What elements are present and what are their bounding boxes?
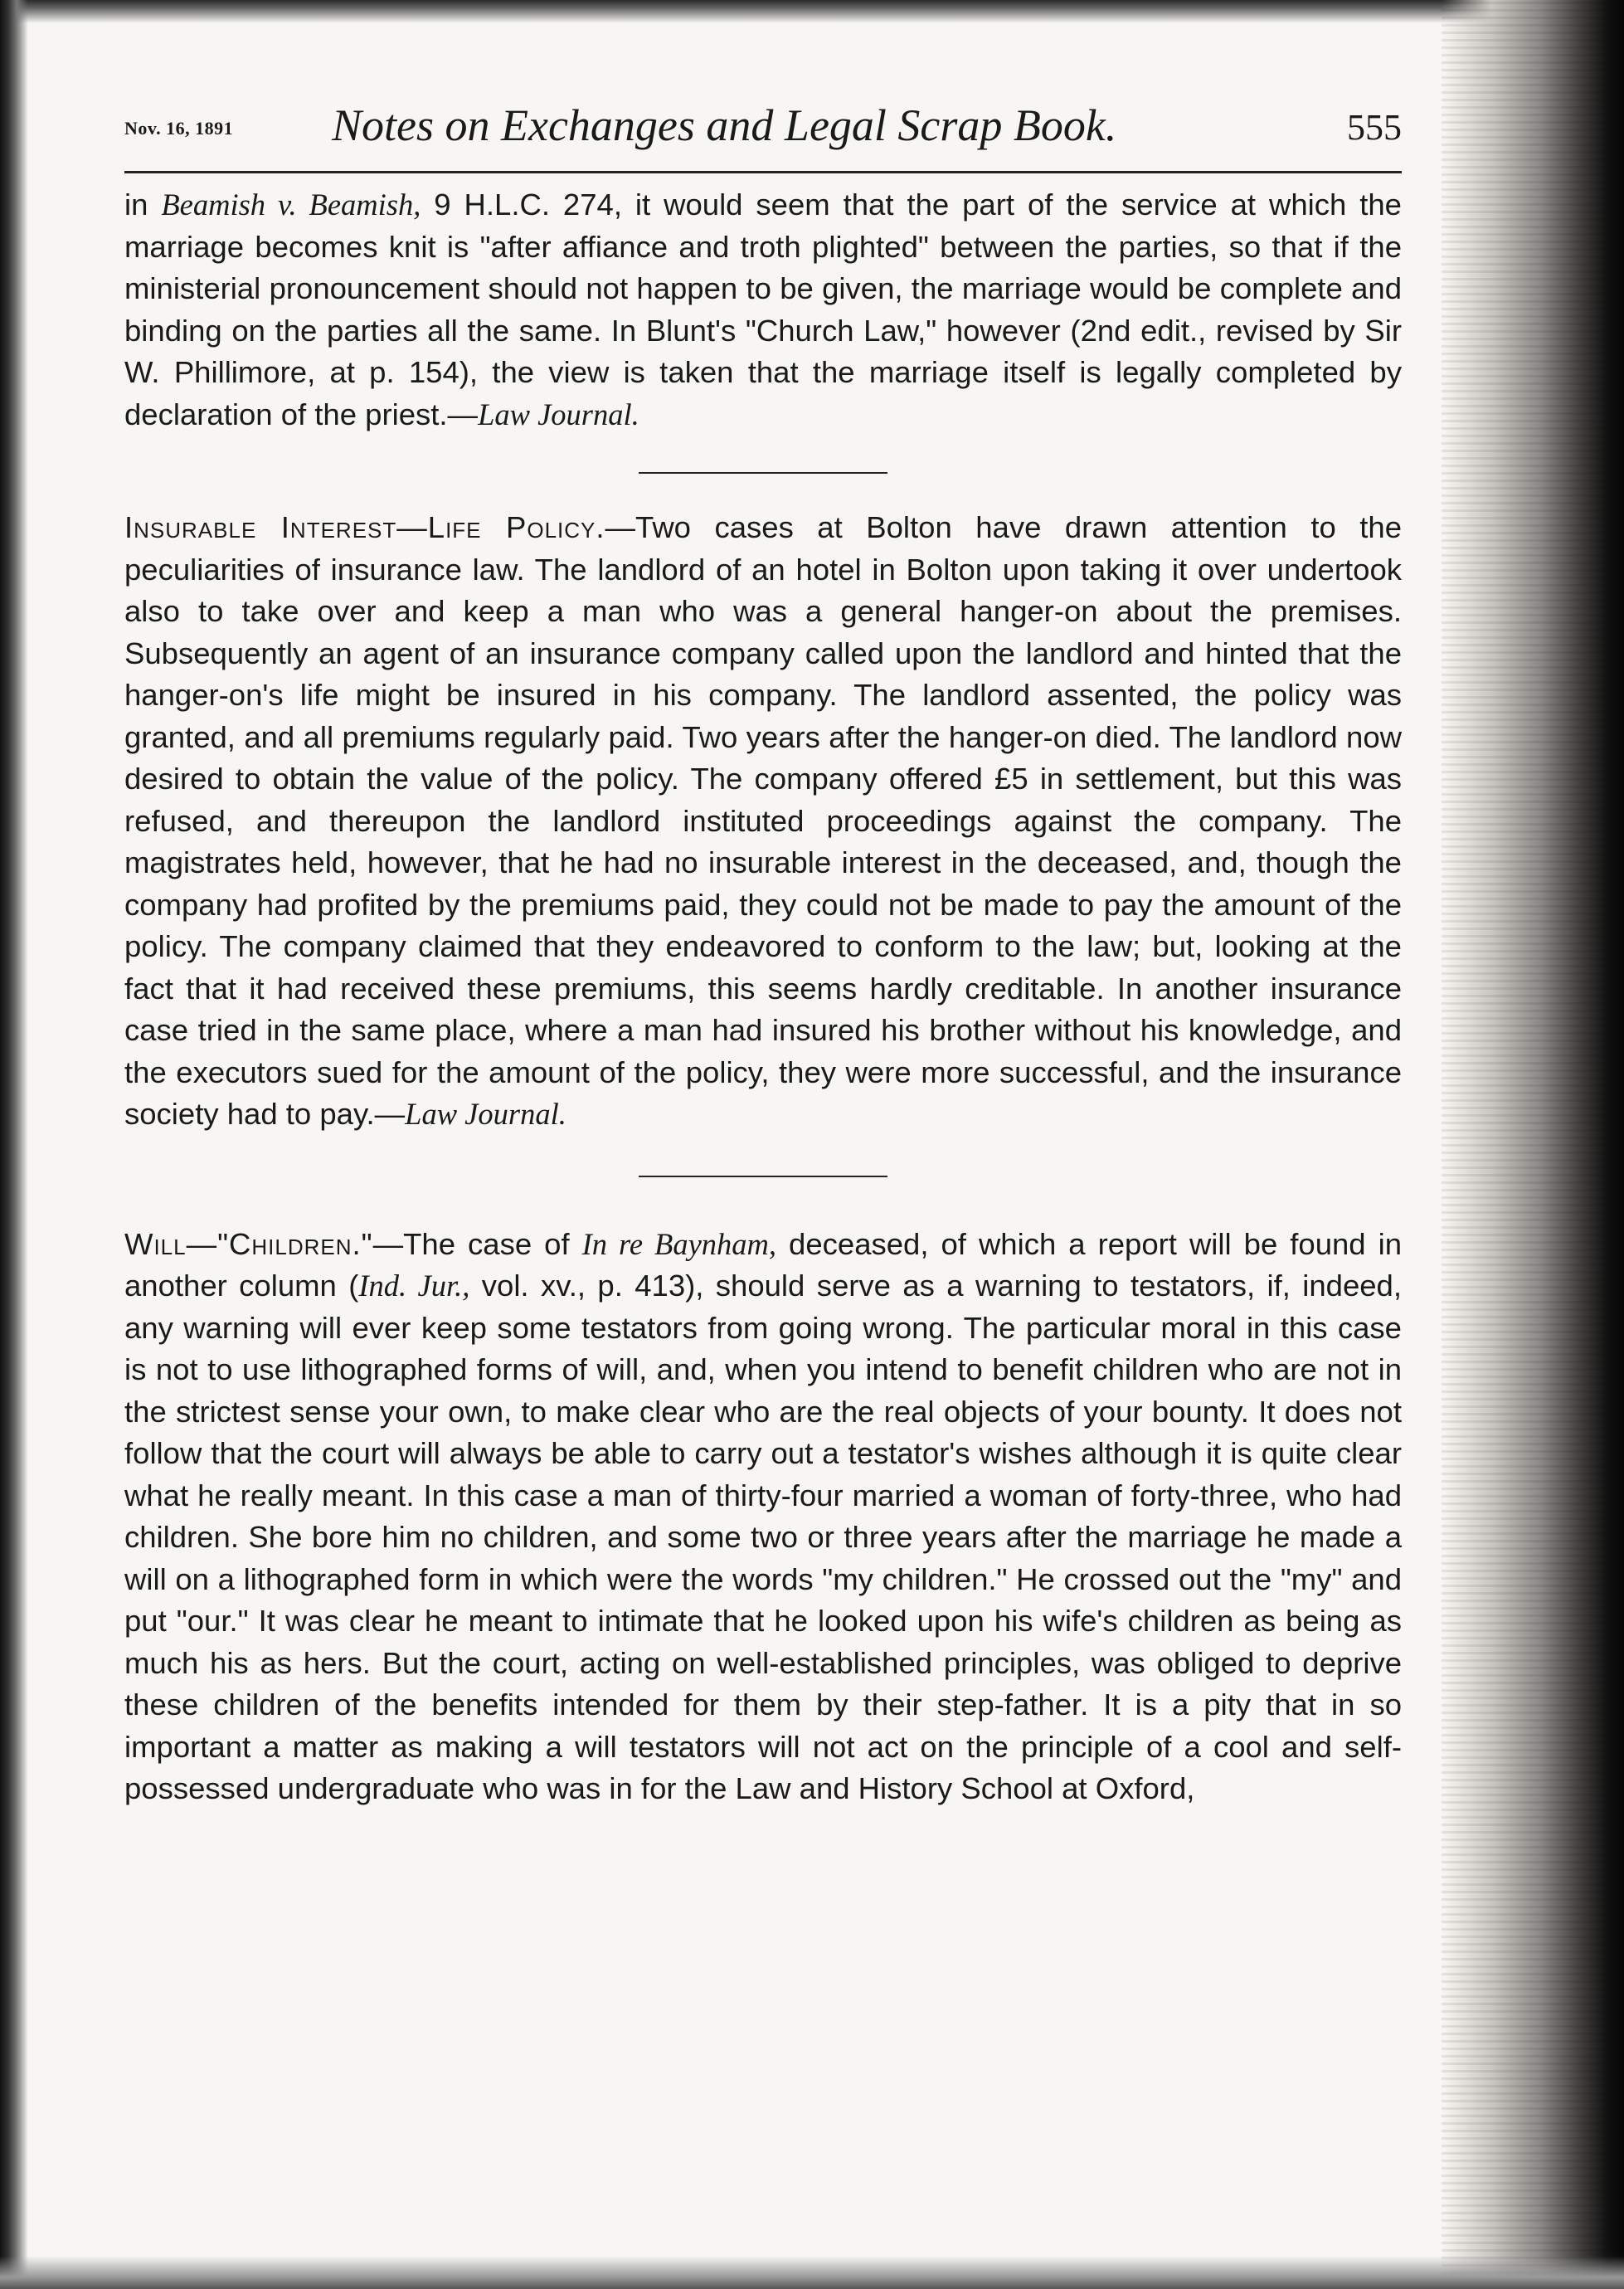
section-title: Will—"Children." xyxy=(124,1226,373,1261)
source-citation: Law Journal. xyxy=(405,1097,566,1131)
running-title: Notes on Exchanges and Legal Scrap Book. xyxy=(332,100,1117,150)
article-insurable-interest: Insurable Interest—Life Policy.—Two cases at Bolton have drawn attention to the peculiarities of insurance law. The landlord of an hotel in Bolton upon taking it over undertook also to take over and keep a man who was a general hanger-on about the premises. Subsequently an agent of an insurance company called upon the landlord and hinted that the hanger-on's life might be insured in his company. The landlord assented, the policy was granted, and all premiums regularly paid. Two years after the hanger-on died. The landlord now desired to obtain the value of the policy. The company offered £5 in settlement, but this was refused, and thereupon the landlord instituted proceedings against the company. The magistrates held, however, that he had no insurable interest in the deceased, and, though the company had profited by the premiums paid, they could not be made to pay the amount of the policy. The company claimed that they endeavored to conform to the law; but, looking at the fact that it had received these premiums, this seems hardly creditable. In another insurance case tried in the same place, where a man had insured his brother without his knowledge, and the executors sued for the amount of the policy, they were more successful, and the insurance society had to pay.—Law Journal. xyxy=(124,510,1402,1131)
journal-reference: Ind. Jur., xyxy=(358,1269,470,1303)
section-divider xyxy=(639,1176,887,1177)
case-name: Beamish v. Beamish, xyxy=(161,188,421,222)
section-title: Insurable Interest—Life Policy. xyxy=(124,510,605,544)
section-divider xyxy=(639,472,887,474)
scan-right-edge xyxy=(1442,0,1624,2289)
scan-bottom-edge xyxy=(0,2256,1624,2289)
source-citation: Law Journal. xyxy=(478,397,639,431)
article-column xyxy=(124,184,1402,1810)
article-marriage-paragraph: in Beamish v. Beamish, 9 H.L.C. 274, it would seem that the part of the service at which the marriage becomes knit is "after affiance and troth plighted" between the parties, so that if the ministerial pronouncement should not happen to be given, the marriage would be complete and binding on the parties all the same. In Blunt's "Church Law," however (2nd edit., revised by Sir W. Phillimore, at p. 154), the view is taken that the marriage itself is legally completed by declaration of the priest.—Law Journal. xyxy=(124,188,1402,431)
issue-date: Nov. 16, 1891 xyxy=(124,118,234,139)
header-rule xyxy=(124,171,1402,173)
article-will-children: Will—"Children."—The case of In re Baynham, deceased, of which a report will be found in another column (Ind. Jur., vol. xv., p. 413), should serve as a warning to testators, if, indeed, any warning will ever keep some testators from going wrong. The particular moral in this case is not to use lithographed forms of will, and, when you intend to benefit children who are not in the strictest sense your own, to make clear who are the real objects of your bounty. It does not follow that the court will always be able to carry out a testator's wishes although it is quite clear what he really meant. In this case a man of thirty-four married a woman of forty-three, who had children. She bore him no children, and some two or three years after the marriage he made a will on a lithographed form in which were the words "my children." He crossed out the "my" and put "our." It was clear he meant to intimate that he looked upon his wife's children as being as much his as hers. But the court, acting on well-established principles, was obliged to deprive these children of the benefits intended for them by their step-father. It is a pity that in so important a matter as making a will testators will not act on the principle of a cool and self-possessed undergraduate who was in for the Law and History School at Oxford, xyxy=(124,1226,1403,1805)
scan-top-edge xyxy=(0,0,1624,23)
page-header xyxy=(124,100,1402,174)
binding-edge xyxy=(0,0,28,2289)
case-name: In re Baynham, xyxy=(581,1226,777,1261)
page-number: 555 xyxy=(1347,107,1402,148)
